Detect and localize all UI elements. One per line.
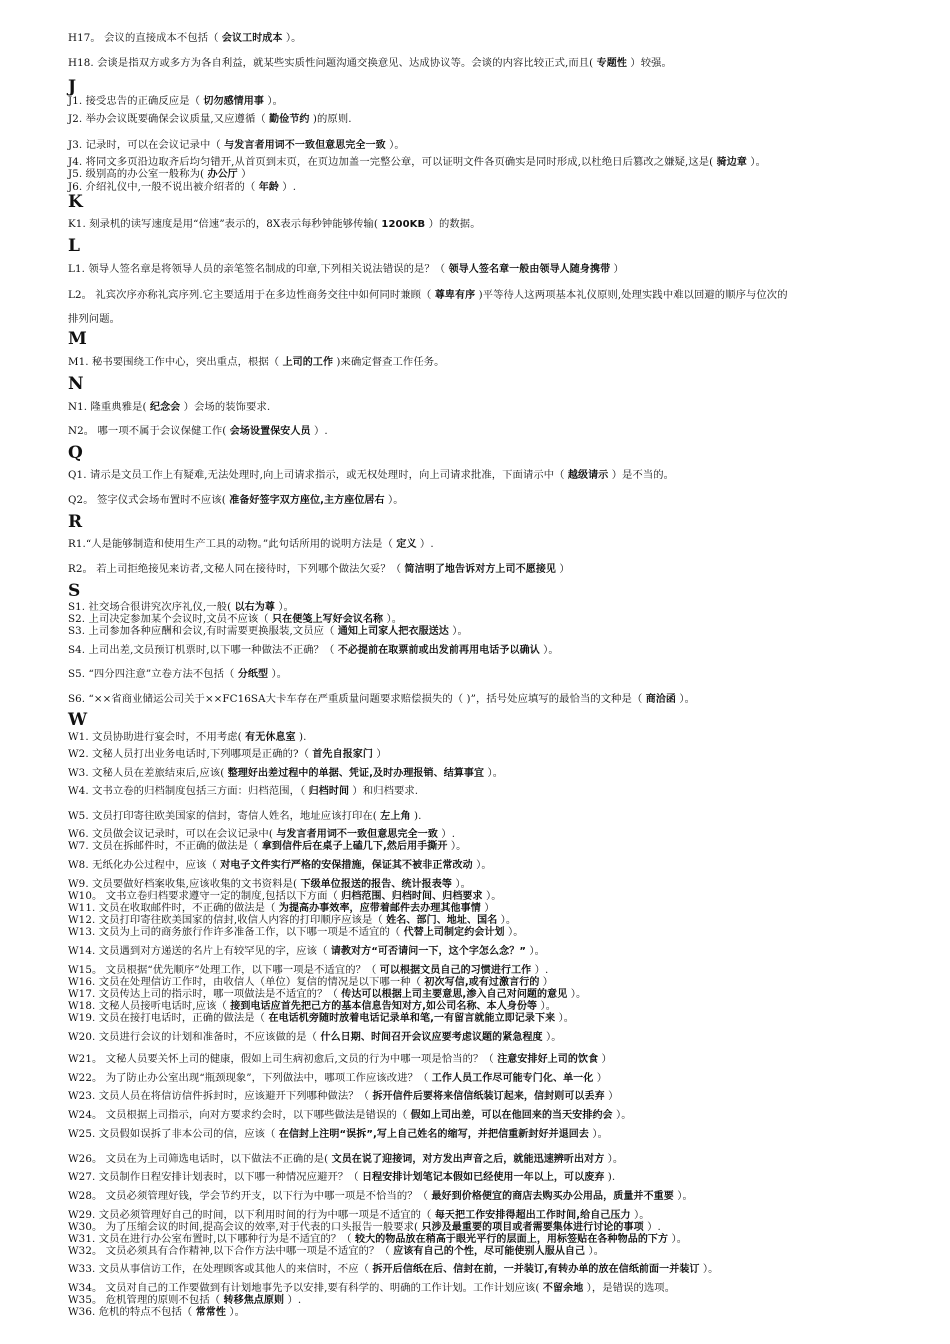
answer-text: 初次写信,或有过激言行的	[424, 977, 540, 988]
question-line	[68, 218, 481, 231]
question-text: S5. “四分四注意”立卷方法不包括（	[68, 668, 238, 680]
question-text-tail: ）。	[447, 840, 467, 852]
answer-text: 转移焦点原则	[223, 1295, 285, 1306]
question-text: 排列问题。	[68, 313, 120, 325]
question-text-tail: ）。	[282, 32, 302, 44]
question-text-tail: ）。	[604, 1153, 624, 1165]
question-line	[68, 263, 624, 276]
question-text-tail: ）.	[310, 425, 328, 437]
question-text: J2. 举办会议既要确保会议质量,又应遵循（	[68, 113, 270, 125]
question-line	[68, 1190, 693, 1203]
answer-text: 领导人签名章一般由领导人随身携带	[448, 264, 611, 275]
answer-text: 应该有自己的个性，尽可能使别人服从自己	[393, 1246, 586, 1257]
answer-text: 注意安排好上司的饮食	[497, 1054, 599, 1065]
question-line	[68, 469, 674, 482]
answer-text: 归档范围、归档时间、归档要求	[341, 891, 483, 902]
question-text-tail: ）。	[504, 926, 524, 938]
question-text-tail: ）.	[437, 828, 456, 840]
question-line	[68, 1171, 615, 1184]
answer-text: 代替上司制定约会计划	[403, 927, 505, 938]
question-text-tail: ）	[539, 976, 554, 988]
answer-text: 最好到价格便宜的商店去购买办公用品，质量并不重要	[431, 1191, 674, 1202]
question-text: W2. 文秘人员打出业务电话时,下列哪项是正确的?（	[68, 748, 313, 760]
answer-text: 传达可以根据上司主要意思,渗入自己对问题的意见	[341, 989, 568, 1000]
answer-text: 办公厅	[207, 169, 238, 180]
answer-text: 可以根据文员自己的习惯进行工作	[379, 965, 532, 976]
question-text-tail: ）。	[676, 693, 696, 705]
question-line	[68, 1012, 574, 1025]
question-text: S6. “××省商业储运公司关于××FC16SA大卡车存在严重质量问题要求赔偿损失的（ )”，括号处应填写的最恰当的文种是（	[68, 693, 646, 705]
question-text: W4. 文书立卷的归档制度包括三方面：归档范围，（	[68, 785, 309, 797]
question-text-tail: ），是错误的选项。	[583, 1282, 676, 1294]
question-line	[68, 945, 545, 958]
answer-text: 常常性	[195, 1307, 226, 1318]
question-text: J6. 介绍礼仪中,一般不说出被介绍者的（	[68, 181, 259, 193]
answer-text: 简洁明了地告诉对方上司不愿接见	[404, 564, 557, 575]
question-text-tail: ).	[410, 810, 422, 822]
question-line	[68, 57, 672, 70]
answer-text: 左上角	[380, 811, 411, 822]
question-text-tail: ）的数据。	[425, 218, 481, 230]
answer-text: 纪念会	[149, 402, 181, 413]
question-text-tail: ）。	[542, 1031, 562, 1043]
question-text: M1. 秘书要围绕工作中心，突出重点，根据（	[68, 356, 283, 368]
question-text-tail: )来确定督查工作任务。	[333, 356, 445, 368]
answer-text: 每天把工作安排得超出工作时间,给自己压力	[434, 1210, 631, 1221]
question-text-tail: ）。	[263, 95, 284, 107]
question-text: W10。 文书立卷归档要求遵守一定的制度,包括以下方面（	[68, 890, 342, 902]
section-letter: Q	[68, 443, 83, 463]
question-line	[68, 926, 524, 939]
question-text-tail: ）。	[630, 1209, 650, 1221]
question-text: W9. 文员要做好档案收集,应该收集的文书资料是(	[68, 878, 301, 890]
question-line	[68, 32, 302, 45]
answer-text: 以右为尊	[234, 602, 275, 613]
question-text: W7. 文员在拆邮件时，不正确的做法是（	[68, 840, 262, 852]
question-text-tail: ）	[237, 168, 252, 180]
question-text-tail: ）。	[673, 1190, 693, 1202]
question-text-tail: ）。	[537, 1000, 557, 1012]
question-text-tail: ）。	[746, 156, 766, 168]
question-text-tail: ）	[373, 748, 387, 760]
question-text: S3. 上司参加各种应酬和会议,有时需要更换服装,文员应（	[68, 625, 338, 637]
question-line	[68, 181, 296, 194]
question-line	[68, 1109, 632, 1122]
answer-text: 与发言者用词不一致但意思完全一致	[276, 829, 438, 840]
question-text-tail: ）。	[451, 878, 472, 890]
question-text: W11. 文员在收取邮件时，不正确的做法是（	[68, 902, 279, 914]
question-text: J5. 级别高的办公室一般称为(	[68, 168, 208, 180]
question-text: W20. 文员进行会议的计划和准备时，不应该做的是（	[68, 1031, 321, 1043]
question-line	[68, 356, 445, 369]
question-line	[68, 785, 418, 798]
question-text: N2。 哪一项不属于会议保健工作(	[68, 425, 230, 437]
question-text-tail: ）。	[497, 914, 517, 926]
question-text-tail: ）。	[274, 601, 295, 613]
answer-text: 为提高办事效率，应带着邮件去办理其他事情	[278, 903, 481, 914]
question-text: J3. 记录时，可以在会议记录中（	[68, 139, 225, 151]
question-text: W23. 文员人员在将信访信件拆封时，应该避开下列哪种做法？（	[68, 1090, 373, 1102]
question-text: Q2。 签字仪式会场布置时不应该(	[68, 494, 230, 506]
question-line	[68, 1072, 607, 1085]
question-line	[68, 425, 328, 438]
question-line	[68, 95, 283, 108]
section-letter: M	[68, 329, 87, 349]
question-text-tail: ）。	[526, 945, 546, 957]
question-line	[68, 1245, 604, 1258]
question-text: K1. 刻录机的读写速度是用“倍速”表示的，8X表示每秒钟能够传输(	[68, 218, 382, 230]
answer-text: 拆开后信纸在后、信封在前，一并装订,有转办单的放在信纸前面一并装订	[372, 1264, 700, 1275]
section-letter: L	[68, 236, 80, 256]
question-text-tail: ）	[610, 263, 624, 275]
question-text: L2。 礼宾次序亦称礼宾序列.它主要适用于在多边性商务交往中如何同时兼顾（	[68, 289, 435, 301]
question-text-tail: ）。	[668, 1233, 688, 1245]
question-text: W33. 文员从事信访工作，在处理顾客或其他人的来信时，不应（	[68, 1263, 373, 1275]
question-line	[68, 668, 287, 681]
question-text-tail: ）	[604, 1090, 619, 1102]
question-text: W8. 无纸化办公过程中，应该（	[68, 859, 221, 871]
question-line	[68, 563, 570, 576]
question-text: W31. 文员在进行办公室布置时,以下哪种行为是不适宜的？（	[68, 1233, 356, 1245]
question-text: W5. 文员打印寄往欧美国家的信封，寄信人姓名，地址应该打印在(	[68, 810, 381, 822]
question-text: W16. 文员在处理信访工作时，由收信人（单位）复信的情况是以下哪一种（	[68, 976, 425, 988]
answer-text: 文员在说了迎接词，对方发出声音之后，就能迅速辨听出对方	[331, 1154, 605, 1165]
question-text: N1. 隆重典雅是(	[68, 401, 150, 413]
question-text-tail: ）。	[612, 1109, 632, 1121]
answer-text: 姓名、部门、地址、国名	[386, 915, 498, 926]
answer-text: 什么日期、时间召开会议应要考虑议题的紧急程度	[320, 1032, 543, 1043]
question-line	[68, 625, 468, 638]
question-text-tail: ).	[604, 1171, 616, 1183]
question-text-tail: ）。	[385, 139, 405, 151]
question-line	[68, 1128, 608, 1141]
answer-text: 只涉及最重要的项目或者需要集体进行讨论的事项	[421, 1222, 644, 1233]
question-line	[68, 810, 421, 823]
question-text: W32。 文员必须具有合作精神,以下合作方法中哪一项是不适宜的？（	[68, 1245, 394, 1257]
question-text: S1. 社交场合很讲究次序礼仪,一般(	[68, 601, 235, 613]
question-text: S4. 上司出差,文员预订机票时,以下哪一种做法不正确？（	[68, 644, 338, 656]
question-text-tail: ）	[480, 902, 495, 914]
answer-text: 有无休息室	[245, 732, 296, 743]
question-line	[68, 494, 404, 507]
question-text-tail: )的原则.	[309, 113, 352, 125]
question-text: W18. 文秘人员接听电话时,应该（	[68, 1000, 231, 1012]
question-text-tail: ）。	[699, 1263, 719, 1275]
question-text: W34。 文员对自己的工作要做到有计划地事先予以安排,要有科学的、明确的工作计划。工作计划应该(	[68, 1282, 543, 1294]
question-text-tail: ）是不当的。	[608, 469, 675, 481]
answer-text: 会议工时成本	[221, 33, 283, 44]
section-letter: S	[68, 581, 81, 601]
answer-text: 年龄	[258, 182, 279, 193]
answer-text: 不必提前在取票前或出发前再用电话予以确认	[337, 645, 540, 656]
question-text-tail: ）。	[539, 644, 559, 656]
answer-text: 通知上司家人把衣服送达	[337, 626, 449, 637]
answer-text: 越级请示	[567, 470, 609, 481]
answer-text: 首先自报家门	[312, 749, 373, 760]
section-letter: K	[68, 192, 83, 212]
answer-text: 归档时间	[308, 786, 350, 797]
question-text-tail: ）。	[472, 859, 492, 871]
answer-text: 勤俭节约	[269, 114, 310, 125]
section-letter: R	[68, 512, 83, 532]
question-text-tail: ）。	[484, 767, 504, 779]
answer-text: 拿到信件后在桌子上磕几下,然后用手撕开	[261, 841, 448, 852]
answer-text: 不留余地	[542, 1283, 584, 1294]
question-line	[68, 168, 252, 181]
question-text: W35。 危机管理的原则不包括（	[68, 1294, 224, 1306]
question-text-tail: )平等待人这两项基本礼仪原则,处理实践中难以回避的顺序与位次的	[475, 289, 788, 301]
answer-text: 上司的工作	[282, 357, 334, 368]
question-text-tail: ）。	[589, 1128, 609, 1140]
answer-text: 整理好出差过程中的单据、凭证,及时办理报销、结算事宜	[227, 768, 485, 779]
question-text: W27. 文员制作日程安排计划表时，以下哪一种情况应避开？（	[68, 1171, 363, 1183]
question-text-tail: ）。	[482, 890, 502, 902]
question-line	[68, 731, 307, 744]
question-text-tail: ）。	[448, 625, 468, 637]
question-text: H17。 会议的直接成本不包括（	[68, 32, 222, 44]
section-letter: J	[68, 77, 77, 97]
question-text: R1.“人是能够制造和使用生产工具的动物。”此句话所用的说明方法是（	[68, 538, 397, 550]
question-text: W14. 文员遇到对方递送的名片上有较罕见的字，应该（	[68, 945, 331, 957]
question-text: W26。 文员在为上司筛选电话时，以下做法不正确的是(	[68, 1153, 332, 1165]
question-text: W29. 文员必须管理好自己的时间，以下利用时间的行为中哪一项是不适宜的（	[68, 1209, 435, 1221]
question-text: W19. 文员在接打电话时，正确的做法是（	[68, 1012, 269, 1024]
section-letter: N	[68, 374, 84, 394]
question-text: W25. 文员假如误拆了非本公司的信，应该（	[68, 1128, 279, 1140]
question-text-tail: ）。	[383, 613, 403, 625]
answer-text: 较大的物品放在稍高于眼光平行的层面上，用标签贴在各种物品的下方	[355, 1234, 669, 1245]
question-text: J4. 将同文多页沿边取齐后均匀错开,从首页到末页，在页边加盖一完整公章，可以证明文件各页确实是同时形成,以杜绝日后篡改之嫌疑,这是(	[68, 156, 717, 168]
question-text: W24。 文员根据上司指示，向对方要求约会时，以下哪些做法是错误的（	[68, 1109, 411, 1121]
question-text-tail: ）	[598, 1053, 612, 1065]
question-line	[68, 1090, 619, 1103]
question-text: W21。 文秘人员要关怀上司的健康，假如上司生病初愈后,文员的行为中哪一项是恰当的？（	[68, 1053, 498, 1065]
question-text: L1. 领导人签名章是将领导人员的亲笔签名制成的印章,下列相关说法错误的是？（	[68, 263, 449, 275]
question-line	[68, 644, 559, 657]
question-text-tail: ）和归档要求.	[349, 785, 419, 797]
question-text: J1. 接受忠告的正确反应是（	[68, 95, 204, 107]
question-text: W1. 文员协助进行宴会时，不用考虑(	[68, 731, 246, 743]
answer-text: 请教对方“可否请问一下，这个字怎么念？”	[330, 946, 526, 957]
answer-text: 会场设置保安人员	[229, 426, 311, 437]
question-line	[68, 313, 120, 326]
answer-text: 尊卑有序	[434, 290, 476, 301]
question-text-tail: ）。	[226, 1306, 246, 1318]
question-text-tail: ）.	[416, 538, 434, 550]
question-text-tail: ）.	[531, 964, 549, 976]
question-text: W30。 为了压缩会议的时间,提高会议的效率,对于代表的口头报告一般要求(	[68, 1221, 422, 1233]
question-line	[68, 139, 405, 152]
question-line	[68, 859, 492, 872]
question-text: S2. 上司决定参加某个会议时,文员不应该（	[68, 613, 273, 625]
question-text: H18. 会谈是指双方或多方为各自利益，就某些实质性问题沟通交换意见、达成协议等。会谈的内容比较正式,而且(	[68, 57, 597, 69]
question-text: W28。 文员必须管理好钱，学会节约开支，以下行为中哪一项是不恰当的？（	[68, 1190, 432, 1202]
answer-text: 接到电话应首先把己方的基本信息告知对方,如公司名称、本人身份等	[230, 1001, 538, 1012]
question-text-tail: ）。	[384, 494, 404, 506]
answer-text: 日程安排计划笔记本假如已经使用一年以上，可以废弃	[362, 1172, 605, 1183]
answer-text: 切勿感情用事	[203, 96, 264, 107]
question-text: W3. 文秘人员在差旅结束后,应该(	[68, 767, 228, 779]
answer-text: 商洽函	[645, 694, 677, 705]
answer-text: 拆开信件后要将来信信纸装订起来，信封则可以丢弃	[372, 1091, 605, 1102]
question-text-tail: ).	[295, 731, 307, 743]
question-text-tail: ）	[593, 1072, 608, 1084]
question-text: W22。 为了防止办公室出现“瓶颈现象”，下列做法中，哪项工作应该改进？（	[68, 1072, 432, 1084]
question-text-tail: ）。	[585, 1245, 605, 1257]
question-text: W6. 文员做会议记录时，可以在会议记录中(	[68, 828, 277, 840]
answer-text: 与发言者用词不一致但意思完全一致	[224, 140, 386, 151]
question-line	[68, 840, 467, 853]
question-text-tail: ）会场的装饰要求.	[180, 401, 271, 413]
answer-text: 下级单位报送的报告、统计报表等	[300, 879, 452, 890]
question-line	[68, 289, 788, 302]
question-text-tail: ）.	[643, 1221, 661, 1233]
answer-text: 对电子文件实行严格的安保措施，保证其不被非正常改动	[220, 860, 473, 871]
section-letter: W	[68, 710, 88, 730]
question-text-tail: ）.	[284, 1294, 302, 1306]
question-line	[68, 1031, 562, 1044]
question-text: W36. 危机的特点不包括（	[68, 1306, 196, 1318]
question-text: W13. 文员为上司的商务旅行作许多准备工作，以下哪一项是不适宜的（	[68, 926, 404, 938]
question-line	[68, 1153, 623, 1166]
question-line	[68, 113, 352, 126]
question-text: Q1. 请示是文员工作上有疑难,无法处理时,向上司请求指示，或无权处理时，向上司请求批准，下面请示中（	[68, 469, 568, 481]
question-line	[68, 1306, 245, 1319]
answer-text: 假如上司出差，可以在他回来的当天安排约会	[410, 1110, 613, 1121]
answer-text: 工作人员工作尽可能专门化、单一化	[431, 1073, 594, 1084]
question-line	[68, 401, 270, 414]
answer-text: 定义	[396, 539, 417, 550]
question-line	[68, 767, 503, 780]
question-line	[68, 1053, 612, 1066]
question-line	[68, 748, 387, 761]
question-text-tail: ）	[556, 563, 570, 575]
answer-text: 分纸型	[237, 669, 269, 680]
question-text: R2。 若上司拒绝接见来访者,文秘人同在接待时，下列哪个做法欠妥？（	[68, 563, 405, 575]
question-text-tail: ）。	[268, 668, 288, 680]
question-text: W15。 文员根据“优先顺序”处理工作，以下哪一项是不适宜的？（	[68, 964, 380, 976]
question-text: W17. 文员传达上司的指示时，哪一项做法是不适宜的？（	[68, 988, 342, 1000]
answer-text: 准备好签字双方座位,主方座位居右	[229, 495, 385, 506]
question-line	[68, 1263, 719, 1276]
answer-text: 专题性	[596, 58, 627, 69]
question-text-tail: ）.	[278, 181, 297, 193]
question-text-tail: ）。	[555, 1012, 575, 1024]
question-text-tail: ）较强。	[626, 57, 672, 69]
question-text-tail: ）。	[567, 988, 587, 1000]
answer-text: 在信封上注明“误拆”,写上自己姓名的缩写，并把信重新封好并退回去	[278, 1129, 590, 1140]
answer-text: 1200KB	[381, 219, 426, 230]
question-line	[68, 693, 695, 706]
answer-text: 在电话机旁随时放着电话记录单和笔,一有留言就能立即记录下来	[268, 1013, 556, 1024]
question-text: W12. 文员打印寄往欧美国家的信封,收信人内容的打印顺序应该是（	[68, 914, 387, 926]
answer-text: 骑边章	[716, 157, 747, 168]
answer-text: 只在便笺上写好会议名称	[272, 614, 384, 625]
question-line	[68, 538, 434, 551]
